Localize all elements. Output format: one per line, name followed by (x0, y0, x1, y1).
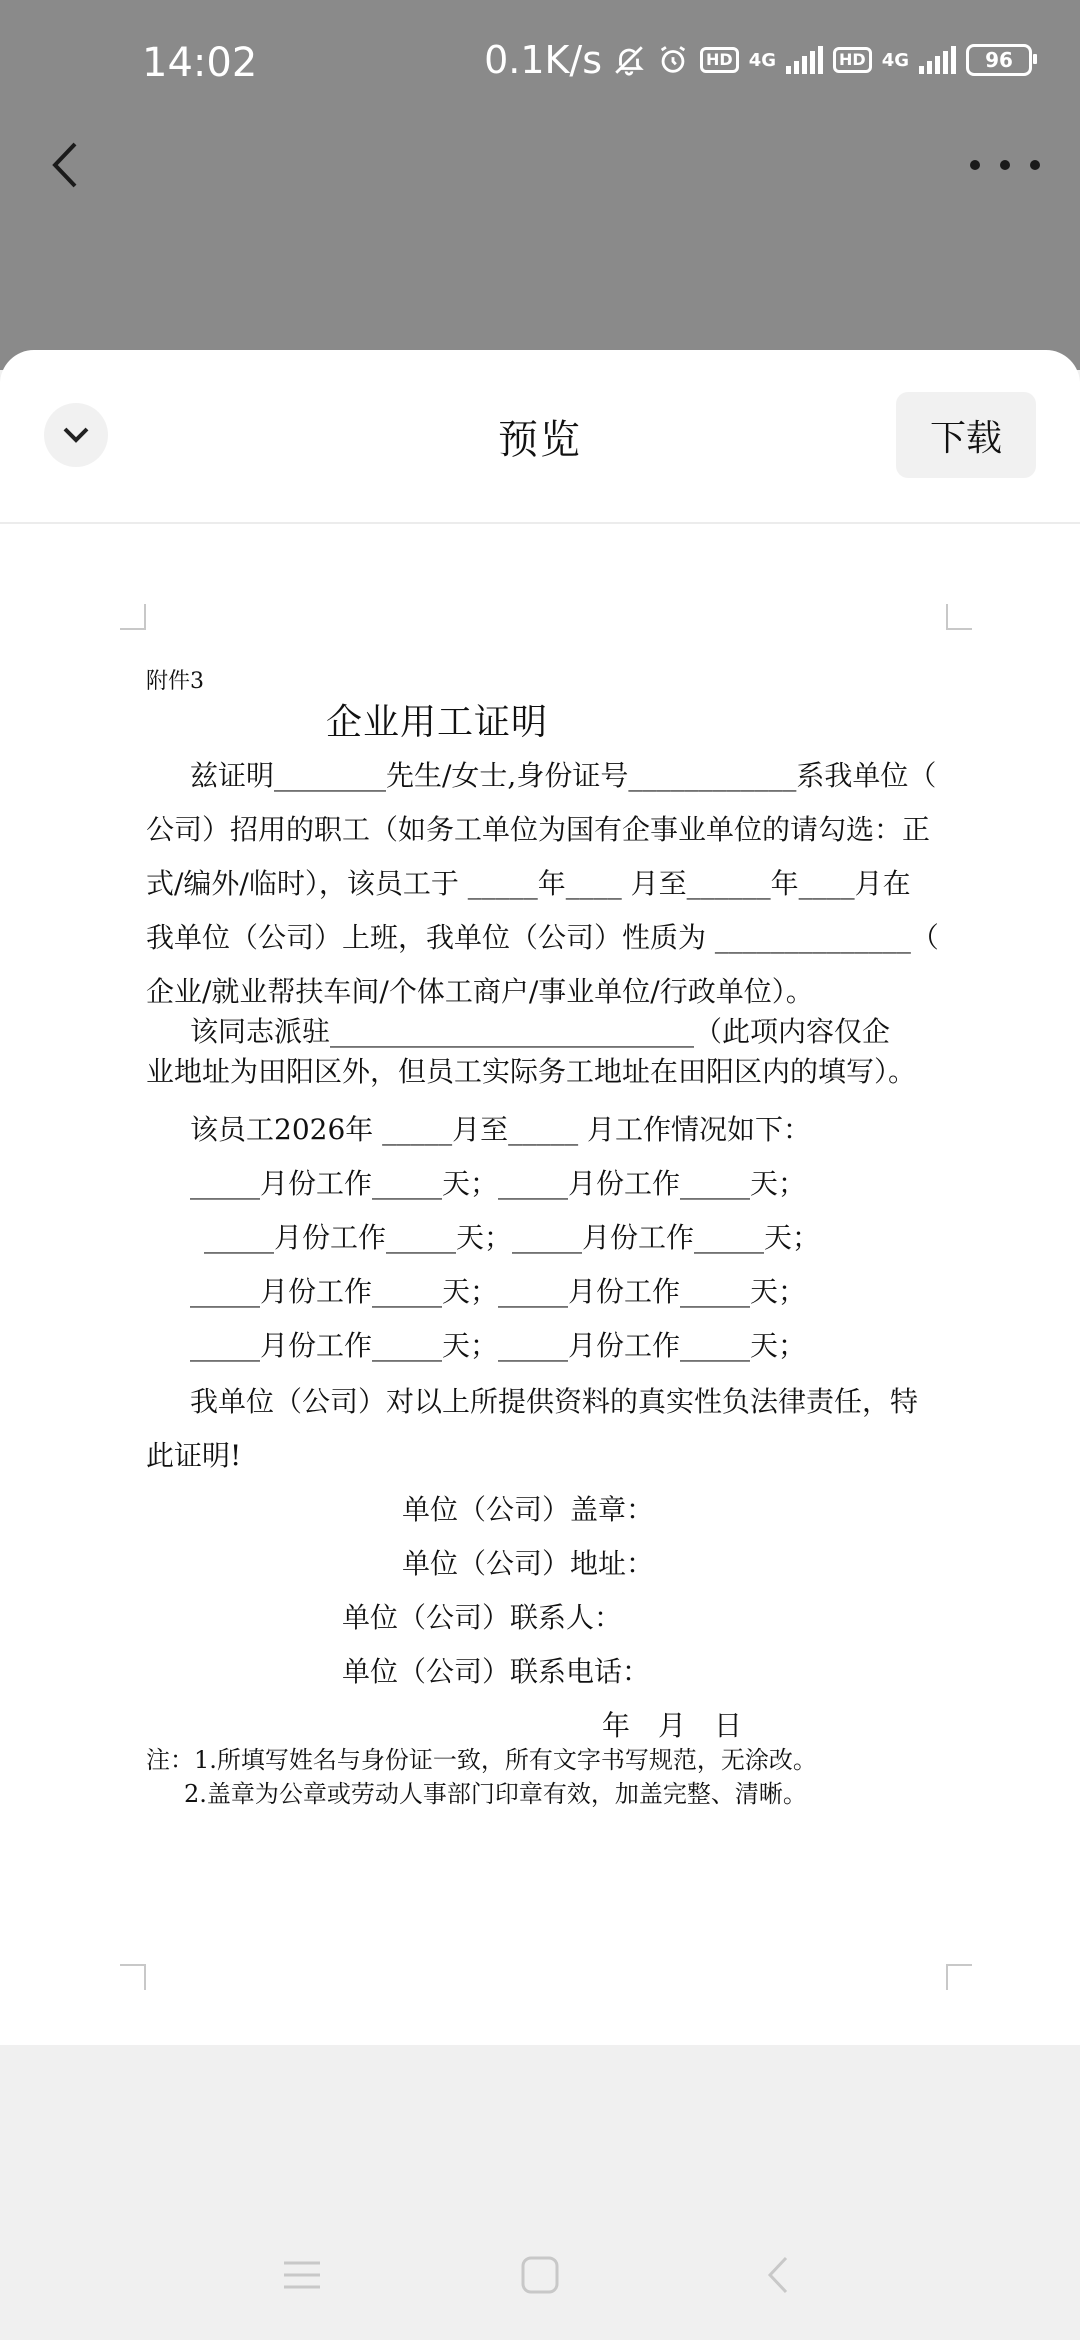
mute-bell-icon (612, 43, 646, 77)
doc-date-line: 年 月 日 (602, 1709, 743, 1742)
more-options-button[interactable] (970, 140, 1040, 190)
doc-paragraph-line: 该员工2026年 _____月至_____ 月工作情况如下： (190, 1113, 812, 1146)
page-corner-mark (946, 604, 972, 630)
back-arrow-icon (47, 140, 83, 190)
recent-apps-button[interactable] (272, 2250, 332, 2300)
network-speed: 0.1K/s (484, 38, 603, 82)
status-time: 14:02 (142, 40, 258, 86)
hd-badge: HD (700, 47, 739, 73)
doc-paragraph-line: 兹证明________先生/女士,身份证号____________系我单位（ (190, 759, 937, 792)
back-button[interactable] (30, 130, 100, 200)
doc-paragraph-line: 此证明! (146, 1439, 242, 1472)
alarm-icon (656, 43, 690, 77)
document-title: 企业用工证明 (326, 702, 549, 743)
doc-work-line: _____月份工作_____天；_____月份工作_____天； (204, 1221, 821, 1254)
network-type: 4G (748, 49, 777, 71)
status-bar (0, 0, 1080, 130)
doc-paragraph-line: 我单位（公司）上班，我单位（公司）性质为 ______________（ (146, 921, 939, 954)
attachment-label: 附件3 (146, 669, 204, 694)
hd-badge: HD (833, 47, 872, 73)
page-corner-mark (946, 1964, 972, 1990)
doc-paragraph-line: 该同志派驻__________________________（此项内容仅企 (190, 1015, 891, 1048)
signal-icon (786, 46, 823, 74)
home-button[interactable] (510, 2250, 570, 2300)
more-dots-icon (970, 160, 980, 170)
doc-note-line: 注：1.所填写姓名与身份证一致，所有文字书写规范，无涂改。 (146, 1746, 817, 1774)
nav-back-button[interactable] (748, 2250, 808, 2300)
menu-icon (282, 2259, 322, 2291)
back-chevron-icon (766, 2255, 790, 2295)
system-nav-bar (0, 2230, 1080, 2320)
home-square-icon (520, 2255, 560, 2295)
page-corner-mark (120, 1964, 146, 1990)
doc-paragraph-line: 公司）招用的职工（如务工单位为国有企事业单位的请勾选：正 (146, 813, 931, 846)
doc-paragraph-line: 业地址为田阳区外，但员工实际务工地址在田阳区内的填写）。 (146, 1055, 917, 1088)
network-type: 4G (881, 49, 909, 71)
doc-paragraph-line: 企业/就业帮扶车间/个体工商户/事业单位/行政单位）。 (146, 975, 814, 1008)
battery-icon: 96 (966, 44, 1032, 76)
download-button[interactable]: 下载 (896, 392, 1036, 478)
doc-signature-line: 单位（公司）盖章： (402, 1493, 655, 1526)
doc-paragraph-line: 式/编外/临时），该员工于 _____年____ 月至______年____月在 (146, 867, 911, 900)
doc-signature-line: 单位（公司）联系人： (342, 1601, 623, 1634)
doc-work-line: _____月份工作_____天；_____月份工作_____天； (190, 1167, 807, 1200)
signal-icon (919, 46, 956, 74)
status-icons (484, 38, 1032, 82)
doc-signature-line: 单位（公司）地址： (402, 1547, 655, 1580)
document-preview[interactable] (0, 524, 1080, 2044)
doc-work-line: _____月份工作_____天；_____月份工作_____天； (190, 1275, 807, 1308)
sheet-title: 预览 (498, 417, 582, 463)
doc-note-line: 2.盖章为公章或劳动人事部门印章有效，加盖完整、清晰。 (184, 1780, 807, 1808)
doc-paragraph-line: 我单位（公司）对以上所提供资料的真实性负法律责任，特 (190, 1385, 919, 1418)
app-header (0, 130, 1080, 240)
doc-signature-line: 单位（公司）联系电话： (342, 1655, 651, 1688)
doc-work-line: _____月份工作_____天；_____月份工作_____天； (190, 1329, 807, 1362)
preview-sheet (0, 350, 1080, 2340)
sheet-header (0, 350, 1080, 524)
page-corner-mark (120, 604, 146, 630)
